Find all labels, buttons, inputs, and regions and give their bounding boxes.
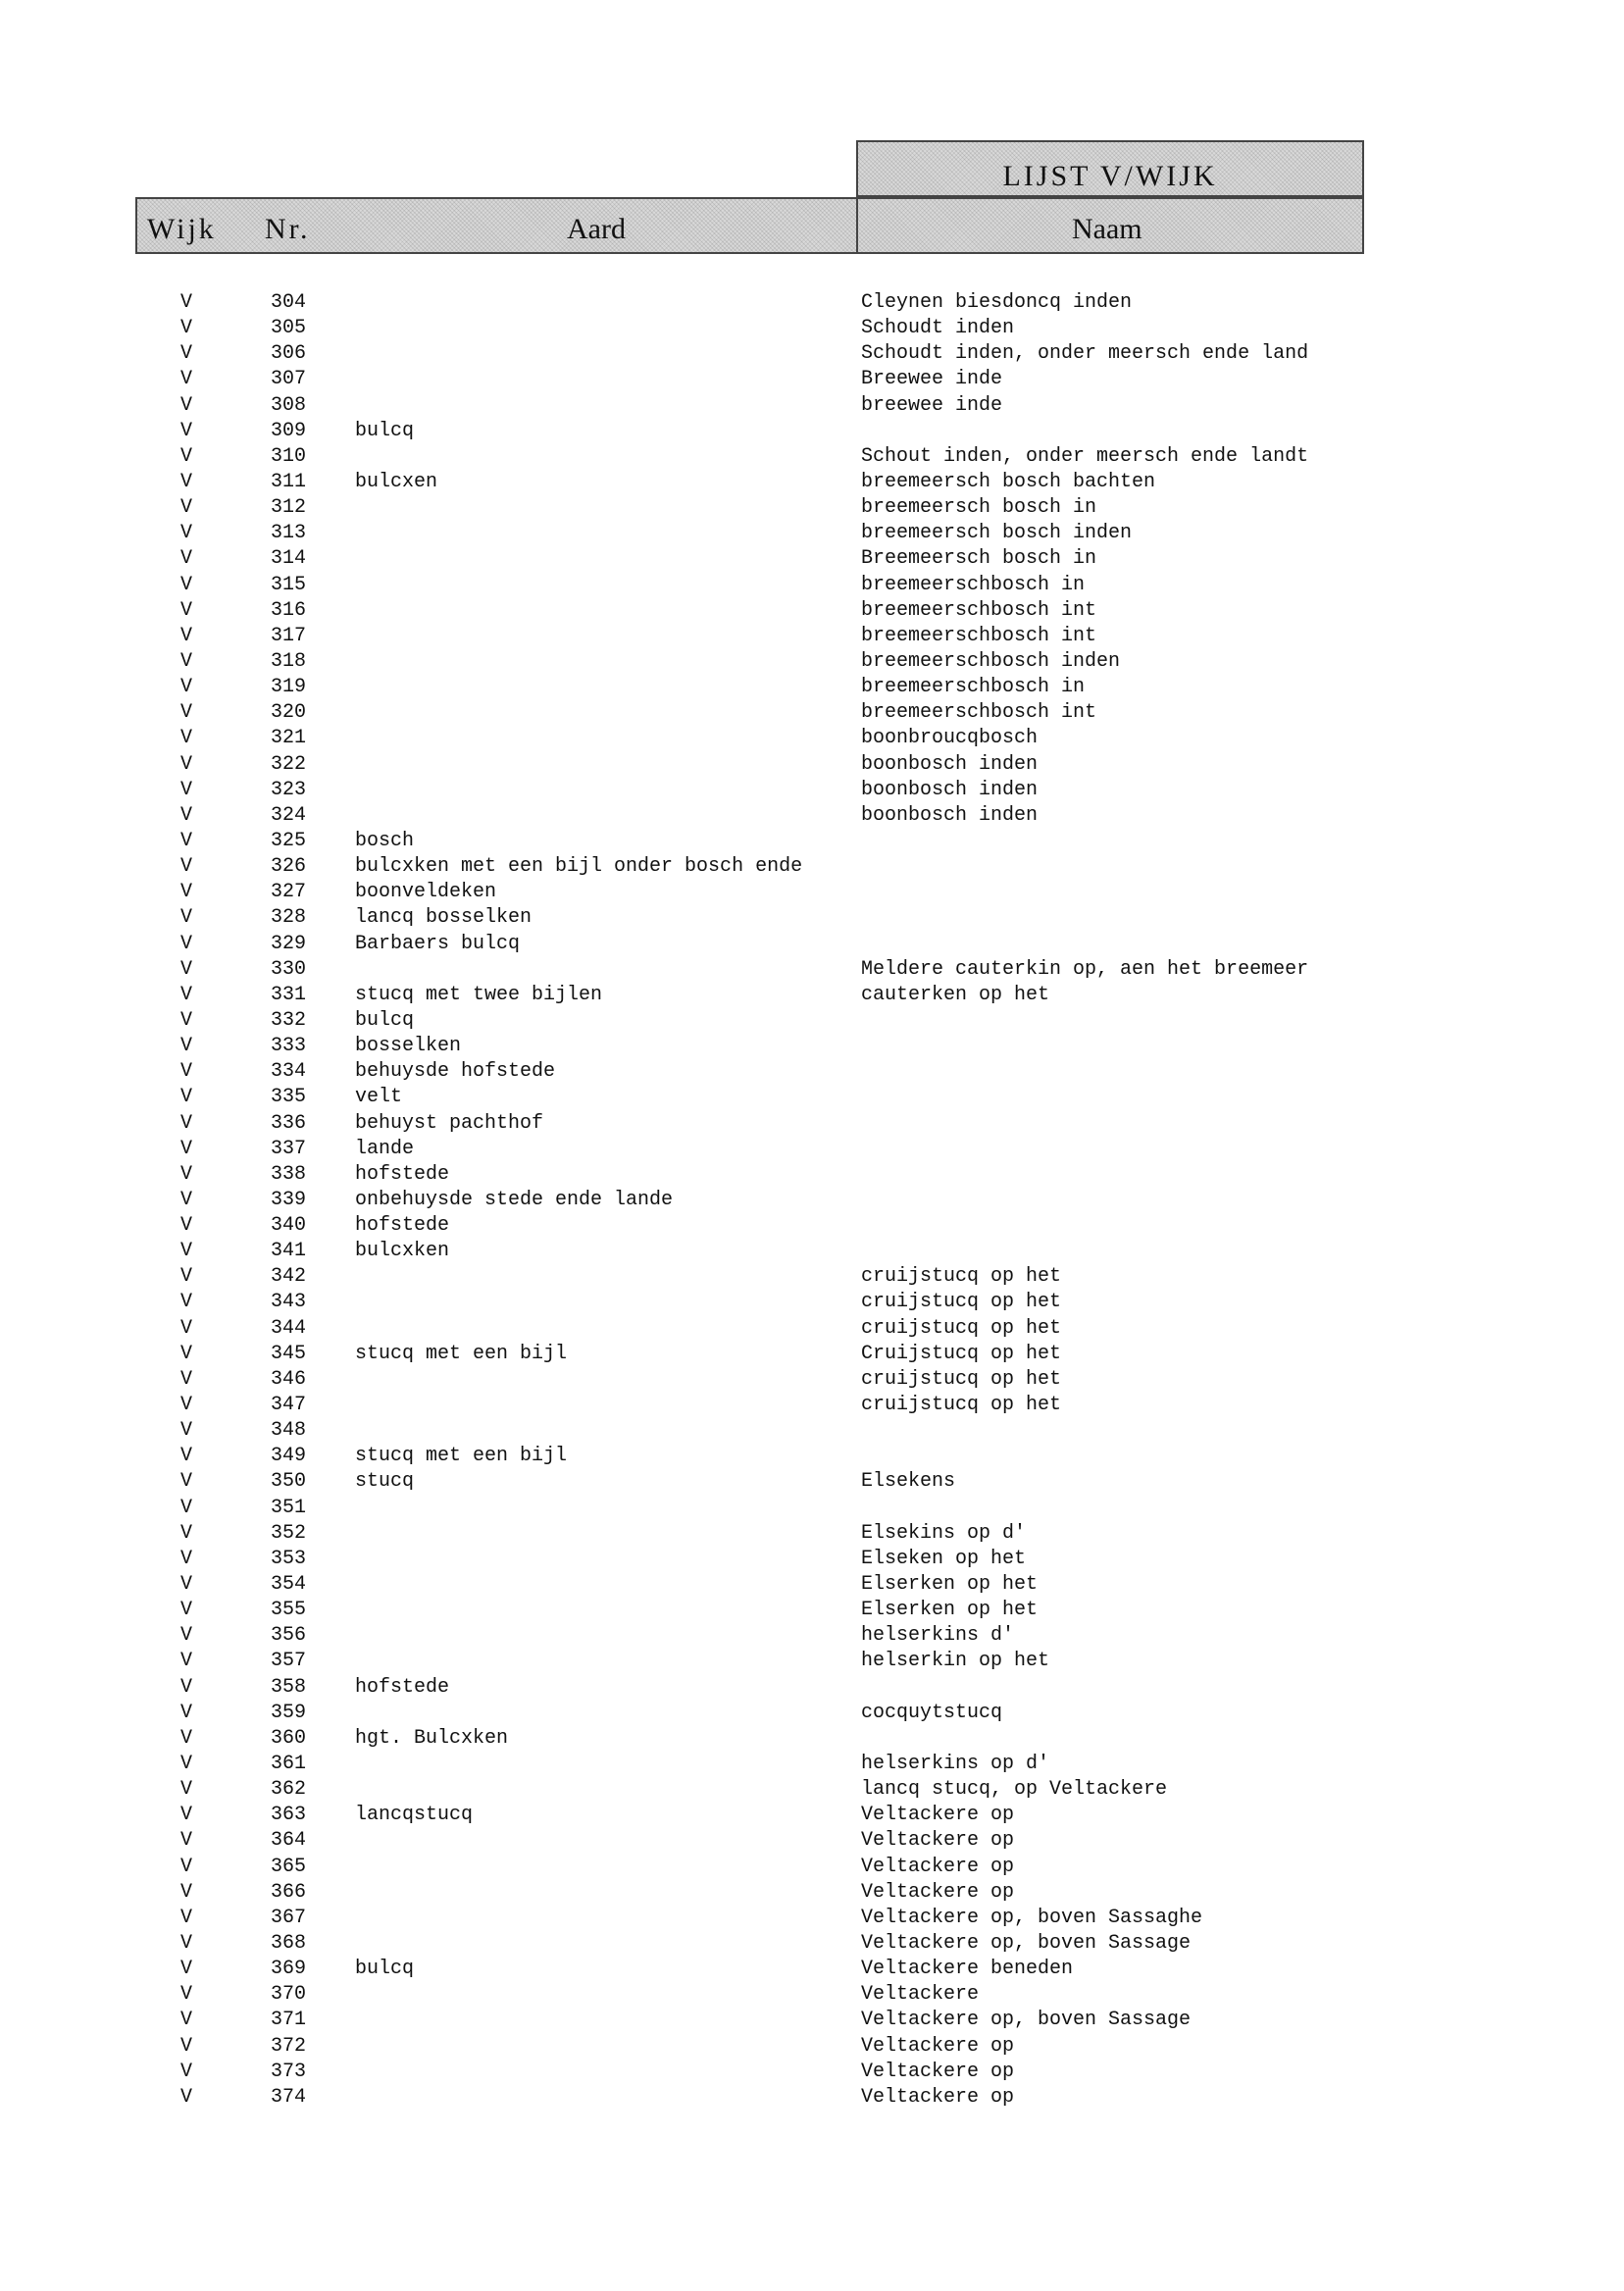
- cell-nr: 366: [271, 1880, 307, 1904]
- table-row: [0, 1726, 1624, 1752]
- cell-wijk: V: [180, 1573, 193, 1597]
- cell-naam: Elsekens: [861, 1470, 956, 1494]
- cell-wijk: V: [180, 496, 193, 520]
- cell-nr: 318: [271, 649, 307, 673]
- cell-aard: lancq bosselken: [355, 906, 533, 930]
- cell-wijk: V: [180, 1675, 193, 1699]
- table-row: [0, 495, 1624, 521]
- cell-wijk: V: [180, 1829, 193, 1853]
- table-row: [0, 1137, 1624, 1162]
- cell-wijk: V: [180, 1880, 193, 1904]
- cell-wijk: V: [180, 1342, 193, 1365]
- cell-aard: onbehuysde stede ende lande: [355, 1188, 674, 1211]
- cell-wijk: V: [180, 803, 193, 827]
- cell-naam: boonbosch inden: [861, 752, 1039, 776]
- cell-naam: boonbosch inden: [861, 778, 1039, 801]
- cell-aard: behuyst pachthof: [355, 1111, 544, 1135]
- cell-wijk: V: [180, 881, 193, 904]
- cell-wijk: V: [180, 1008, 193, 1032]
- table-row: [0, 880, 1624, 905]
- cell-wijk: V: [180, 393, 193, 417]
- cell-wijk: V: [180, 1521, 193, 1545]
- cell-naam: Breewee inde: [861, 368, 1003, 391]
- cell-nr: 362: [271, 1778, 307, 1802]
- cell-nr: 313: [271, 522, 307, 545]
- table-row: [0, 1521, 1624, 1547]
- cell-nr: 373: [271, 2060, 307, 2083]
- cell-naam: breemeersch bosch in: [861, 496, 1097, 520]
- cell-nr: 320: [271, 701, 307, 725]
- header-nr: Nr.: [265, 213, 311, 245]
- cell-aard: stucq met een bijl: [355, 1342, 568, 1365]
- table-row: [0, 854, 1624, 880]
- cell-aard: bulcq: [355, 419, 415, 442]
- cell-nr: 349: [271, 1445, 307, 1468]
- table-row: [0, 341, 1624, 367]
- cell-nr: 348: [271, 1419, 307, 1443]
- table-row: [0, 1213, 1624, 1239]
- cell-nr: 363: [271, 1804, 307, 1827]
- table-row: [0, 367, 1624, 392]
- cell-nr: 338: [271, 1162, 307, 1186]
- table-row: [0, 1085, 1624, 1110]
- cell-nr: 360: [271, 1726, 307, 1750]
- cell-naam: helserkin op het: [861, 1650, 1050, 1673]
- cell-wijk: V: [180, 1445, 193, 1468]
- cell-naam: Veltackere op: [861, 1880, 1015, 1904]
- cell-naam: Veltackere op, boven Sassage: [861, 2009, 1192, 2032]
- cell-naam: Veltackere op: [861, 1829, 1015, 1853]
- cell-nr: 321: [271, 727, 307, 750]
- cell-aard: bulcxen: [355, 470, 438, 493]
- header-wijk: Wijk: [147, 213, 217, 245]
- cell-nr: 326: [271, 855, 307, 879]
- cell-wijk: V: [180, 1291, 193, 1314]
- cell-wijk: V: [180, 778, 193, 801]
- cell-wijk: V: [180, 649, 193, 673]
- cell-nr: 367: [271, 1906, 307, 1929]
- cell-wijk: V: [180, 2085, 193, 2109]
- cell-nr: 345: [271, 1342, 307, 1365]
- table-row: [0, 700, 1624, 726]
- cell-wijk: V: [180, 444, 193, 468]
- cell-aard: hgt. Bulcxken: [355, 1726, 509, 1750]
- cell-wijk: V: [180, 855, 193, 879]
- cell-wijk: V: [180, 317, 193, 340]
- header-divider: [856, 199, 858, 252]
- cell-nr: 316: [271, 598, 307, 622]
- table-row: [0, 2008, 1624, 2033]
- cell-nr: 342: [271, 1265, 307, 1289]
- cell-naam: breewee inde: [861, 393, 1003, 417]
- cell-wijk: V: [180, 1470, 193, 1494]
- cell-naam: cruijstucq op het: [861, 1265, 1062, 1289]
- cell-aard: stucq met twee bijlen: [355, 983, 603, 1006]
- cell-aard: bulcxken met een bijl onder bosch ende: [355, 855, 803, 879]
- cell-naam: lancq stucq, op Veltackere: [861, 1778, 1168, 1802]
- table-row: [0, 1162, 1624, 1188]
- cell-wijk: V: [180, 598, 193, 622]
- cell-nr: 359: [271, 1701, 307, 1724]
- table-row: [0, 521, 1624, 546]
- cell-wijk: V: [180, 1778, 193, 1802]
- table-row: [0, 726, 1624, 751]
- table-row: [0, 675, 1624, 700]
- table-row: [0, 1777, 1624, 1803]
- cell-wijk: V: [180, 752, 193, 776]
- cell-wijk: V: [180, 573, 193, 596]
- cell-wijk: V: [180, 1316, 193, 1340]
- cell-naam: Meldere cauterkin op, aen het breemeer: [861, 957, 1309, 981]
- cell-nr: 307: [271, 368, 307, 391]
- cell-wijk: V: [180, 1214, 193, 1238]
- cell-aard: bulcq: [355, 1008, 415, 1032]
- cell-nr: 347: [271, 1394, 307, 1417]
- table-row: [0, 316, 1624, 341]
- cell-wijk: V: [180, 342, 193, 366]
- table-row: [0, 470, 1624, 495]
- table-row: [0, 1572, 1624, 1598]
- table-row: [0, 598, 1624, 624]
- cell-nr: 314: [271, 547, 307, 571]
- table-row: [0, 1496, 1624, 1521]
- table-row: [0, 1880, 1624, 1906]
- table-row: [0, 624, 1624, 649]
- cell-nr: 358: [271, 1675, 307, 1699]
- cell-naam: cruijstucq op het: [861, 1394, 1062, 1417]
- table-row: [0, 419, 1624, 444]
- cell-nr: 371: [271, 2009, 307, 2032]
- table-row: [0, 752, 1624, 778]
- cell-wijk: V: [180, 932, 193, 955]
- table-row: [0, 957, 1624, 983]
- cell-naam: Veltackere op, boven Sassaghe: [861, 1906, 1203, 1929]
- table-row: [0, 2060, 1624, 2085]
- table-row: [0, 1957, 1624, 1982]
- cell-wijk: V: [180, 957, 193, 981]
- cell-naam: boonbosch inden: [861, 803, 1039, 827]
- cell-aard: velt: [355, 1086, 403, 1109]
- cell-aard: lande: [355, 1137, 415, 1160]
- cell-wijk: V: [180, 1367, 193, 1391]
- cell-nr: 354: [271, 1573, 307, 1597]
- cell-nr: 327: [271, 881, 307, 904]
- table-row: [0, 778, 1624, 803]
- cell-naam: helserkins d': [861, 1624, 1015, 1648]
- cell-wijk: V: [180, 1111, 193, 1135]
- cell-naam: Veltackere beneden: [861, 1958, 1074, 1981]
- table-row: [0, 1418, 1624, 1444]
- table-row: [0, 1906, 1624, 1931]
- table-row: [0, 1623, 1624, 1649]
- cell-wijk: V: [180, 547, 193, 571]
- cell-nr: 370: [271, 1983, 307, 2007]
- cell-naam: cruijstucq op het: [861, 1316, 1062, 1340]
- list-title-text: LIJST V/WIJK: [1002, 160, 1218, 192]
- cell-nr: 304: [271, 291, 307, 314]
- cell-naam: Elserken op het: [861, 1599, 1039, 1622]
- record-list: [0, 290, 1624, 2111]
- cell-nr: 356: [271, 1624, 307, 1648]
- table-row: [0, 546, 1624, 572]
- table-row: [0, 829, 1624, 854]
- table-row: [0, 1367, 1624, 1393]
- cell-nr: 323: [271, 778, 307, 801]
- cell-nr: 353: [271, 1547, 307, 1570]
- table-row: [0, 1342, 1624, 1367]
- table-row: [0, 1290, 1624, 1315]
- cell-wijk: V: [180, 1188, 193, 1211]
- cell-wijk: V: [180, 1035, 193, 1058]
- cell-nr: 305: [271, 317, 307, 340]
- table-row: [0, 290, 1624, 316]
- cell-nr: 328: [271, 906, 307, 930]
- cell-wijk: V: [180, 1804, 193, 1827]
- cell-nr: 355: [271, 1599, 307, 1622]
- table-row: [0, 1598, 1624, 1623]
- table-row: [0, 905, 1624, 931]
- table-row: [0, 1469, 1624, 1495]
- cell-naam: boonbroucqbosch: [861, 727, 1039, 750]
- cell-nr: 322: [271, 752, 307, 776]
- cell-nr: 343: [271, 1291, 307, 1314]
- cell-nr: 369: [271, 1958, 307, 1981]
- cell-nr: 333: [271, 1035, 307, 1058]
- table-row: [0, 1239, 1624, 1264]
- cell-wijk: V: [180, 1265, 193, 1289]
- cell-wijk: V: [180, 1086, 193, 1109]
- cell-nr: 315: [271, 573, 307, 596]
- cell-nr: 341: [271, 1240, 307, 1263]
- table-row: [0, 649, 1624, 675]
- cell-naam: Schoudt inden: [861, 317, 1015, 340]
- cell-aard: hofstede: [355, 1214, 450, 1238]
- cell-naam: Veltackere op: [861, 2085, 1015, 2109]
- table-row: [0, 1649, 1624, 1674]
- cell-nr: 352: [271, 1521, 307, 1545]
- cell-naam: Cleynen biesdoncq inden: [861, 291, 1133, 314]
- cell-aard: lancqstucq: [355, 1804, 474, 1827]
- table-row: [0, 932, 1624, 957]
- cell-nr: 324: [271, 803, 307, 827]
- table-row: [0, 393, 1624, 419]
- cell-naam: Veltackere op: [861, 2034, 1015, 2058]
- cell-nr: 350: [271, 1470, 307, 1494]
- cell-aard: behuysde hofstede: [355, 1060, 556, 1084]
- cell-wijk: V: [180, 829, 193, 852]
- table-row: [0, 444, 1624, 470]
- cell-nr: 319: [271, 676, 307, 699]
- table-row: [0, 1803, 1624, 1828]
- cell-naam: Veltackere op, boven Sassage: [861, 1932, 1192, 1955]
- cell-nr: 306: [271, 342, 307, 366]
- table-row: [0, 1059, 1624, 1085]
- cell-naam: helserkins op d': [861, 1753, 1050, 1776]
- table-row: [0, 1547, 1624, 1572]
- cell-wijk: V: [180, 701, 193, 725]
- cell-wijk: V: [180, 368, 193, 391]
- cell-wijk: V: [180, 522, 193, 545]
- cell-naam: breemeerschbosch int: [861, 624, 1097, 647]
- cell-wijk: V: [180, 2034, 193, 2058]
- table-row: [0, 573, 1624, 598]
- table-row: [0, 1931, 1624, 1957]
- cell-wijk: V: [180, 624, 193, 647]
- cell-naam: breemeersch bosch inden: [861, 522, 1133, 545]
- cell-naam: cruijstucq op het: [861, 1291, 1062, 1314]
- table-row: [0, 1855, 1624, 1880]
- cell-naam: breemeerschbosch int: [861, 598, 1097, 622]
- cell-aard: bosselken: [355, 1035, 462, 1058]
- table-row: [0, 1444, 1624, 1469]
- cell-wijk: V: [180, 1060, 193, 1084]
- cell-naam: Schout inden, onder meersch ende landt: [861, 444, 1309, 468]
- cell-naam: Veltackere op: [861, 1804, 1015, 1827]
- cell-wijk: V: [180, 1932, 193, 1955]
- cell-wijk: V: [180, 2009, 193, 2032]
- cell-wijk: V: [180, 1906, 193, 1929]
- table-row: [0, 1752, 1624, 1777]
- cell-nr: 334: [271, 1060, 307, 1084]
- table-row: [0, 1675, 1624, 1701]
- cell-nr: 368: [271, 1932, 307, 1955]
- cell-nr: 361: [271, 1753, 307, 1776]
- cell-aard: stucq met een bijl: [355, 1445, 568, 1468]
- cell-aard: bulcq: [355, 1958, 415, 1981]
- cell-naam: cruijstucq op het: [861, 1367, 1062, 1391]
- table-row: [0, 2034, 1624, 2060]
- cell-wijk: V: [180, 1701, 193, 1724]
- cell-nr: 329: [271, 932, 307, 955]
- cell-aard: hofstede: [355, 1162, 450, 1186]
- cell-naam: Veltackere op: [861, 2060, 1015, 2083]
- table-row: [0, 1393, 1624, 1418]
- cell-nr: 351: [271, 1496, 307, 1519]
- cell-naam: Veltackere: [861, 1983, 980, 2007]
- table-row: [0, 1316, 1624, 1342]
- cell-nr: 331: [271, 983, 307, 1006]
- cell-naam: breemeerschbosch int: [861, 701, 1097, 725]
- table-row: [0, 1111, 1624, 1137]
- cell-naam: Cruijstucq op het: [861, 1342, 1062, 1365]
- table-row: [0, 2085, 1624, 2111]
- cell-wijk: V: [180, 1726, 193, 1750]
- cell-wijk: V: [180, 291, 193, 314]
- cell-nr: 335: [271, 1086, 307, 1109]
- cell-wijk: V: [180, 1394, 193, 1417]
- cell-aard: boonveldeken: [355, 881, 497, 904]
- cell-nr: 312: [271, 496, 307, 520]
- cell-naam: Elsekins op d': [861, 1521, 1027, 1545]
- table-row: [0, 1008, 1624, 1034]
- cell-wijk: V: [180, 1983, 193, 2007]
- cell-nr: 325: [271, 829, 307, 852]
- cell-nr: 357: [271, 1650, 307, 1673]
- cell-wijk: V: [180, 419, 193, 442]
- table-row: [0, 983, 1624, 1008]
- cell-nr: 344: [271, 1316, 307, 1340]
- cell-wijk: V: [180, 1855, 193, 1878]
- cell-wijk: V: [180, 2060, 193, 2083]
- cell-nr: 339: [271, 1188, 307, 1211]
- cell-wijk: V: [180, 727, 193, 750]
- cell-nr: 311: [271, 470, 307, 493]
- table-row: [0, 1264, 1624, 1290]
- table-row: [0, 803, 1624, 829]
- header-aard: Aard: [567, 213, 626, 245]
- cell-wijk: V: [180, 1958, 193, 1981]
- cell-wijk: V: [180, 1419, 193, 1443]
- cell-naam: Elseken op het: [861, 1547, 1027, 1570]
- column-header-bar: [135, 197, 1364, 254]
- cell-aard: hofstede: [355, 1675, 450, 1699]
- cell-aard: stucq: [355, 1470, 415, 1494]
- cell-wijk: V: [180, 1162, 193, 1186]
- cell-nr: 365: [271, 1855, 307, 1878]
- cell-nr: 332: [271, 1008, 307, 1032]
- cell-nr: 340: [271, 1214, 307, 1238]
- cell-wijk: V: [180, 1496, 193, 1519]
- list-title: [856, 140, 1364, 197]
- cell-wijk: V: [180, 1753, 193, 1776]
- table-row: [0, 1034, 1624, 1059]
- cell-nr: 364: [271, 1829, 307, 1853]
- cell-wijk: V: [180, 1240, 193, 1263]
- cell-nr: 330: [271, 957, 307, 981]
- cell-wijk: V: [180, 1650, 193, 1673]
- cell-wijk: V: [180, 676, 193, 699]
- header-naam: Naam: [1072, 213, 1142, 245]
- cell-nr: 372: [271, 2034, 307, 2058]
- cell-nr: 310: [271, 444, 307, 468]
- cell-nr: 336: [271, 1111, 307, 1135]
- cell-naam: breemeerschbosch inden: [861, 649, 1121, 673]
- cell-nr: 317: [271, 624, 307, 647]
- cell-naam: Elserken op het: [861, 1573, 1039, 1597]
- cell-nr: 374: [271, 2085, 307, 2109]
- cell-naam: Veltackere op: [861, 1855, 1015, 1878]
- cell-wijk: V: [180, 1547, 193, 1570]
- cell-naam: Schoudt inden, onder meersch ende land: [861, 342, 1309, 366]
- cell-naam: cauterken op het: [861, 983, 1050, 1006]
- table-row: [0, 1701, 1624, 1726]
- cell-nr: 337: [271, 1137, 307, 1160]
- cell-wijk: V: [180, 1599, 193, 1622]
- cell-naam: Breemeersch bosch in: [861, 547, 1097, 571]
- table-row: [0, 1828, 1624, 1854]
- cell-wijk: V: [180, 1624, 193, 1648]
- cell-wijk: V: [180, 906, 193, 930]
- cell-aard: bosch: [355, 829, 415, 852]
- cell-nr: 309: [271, 419, 307, 442]
- cell-nr: 346: [271, 1367, 307, 1391]
- cell-wijk: V: [180, 983, 193, 1006]
- cell-aard: bulcxken: [355, 1240, 450, 1263]
- cell-wijk: V: [180, 1137, 193, 1160]
- cell-naam: breemeerschbosch in: [861, 573, 1086, 596]
- table-row: [0, 1188, 1624, 1213]
- cell-naam: breemeersch bosch bachten: [861, 470, 1156, 493]
- cell-naam: breemeerschbosch in: [861, 676, 1086, 699]
- table-row: [0, 1982, 1624, 2008]
- cell-wijk: V: [180, 470, 193, 493]
- cell-nr: 308: [271, 393, 307, 417]
- cell-aard: Barbaers bulcq: [355, 932, 521, 955]
- cell-naam: cocquytstucq: [861, 1701, 1003, 1724]
